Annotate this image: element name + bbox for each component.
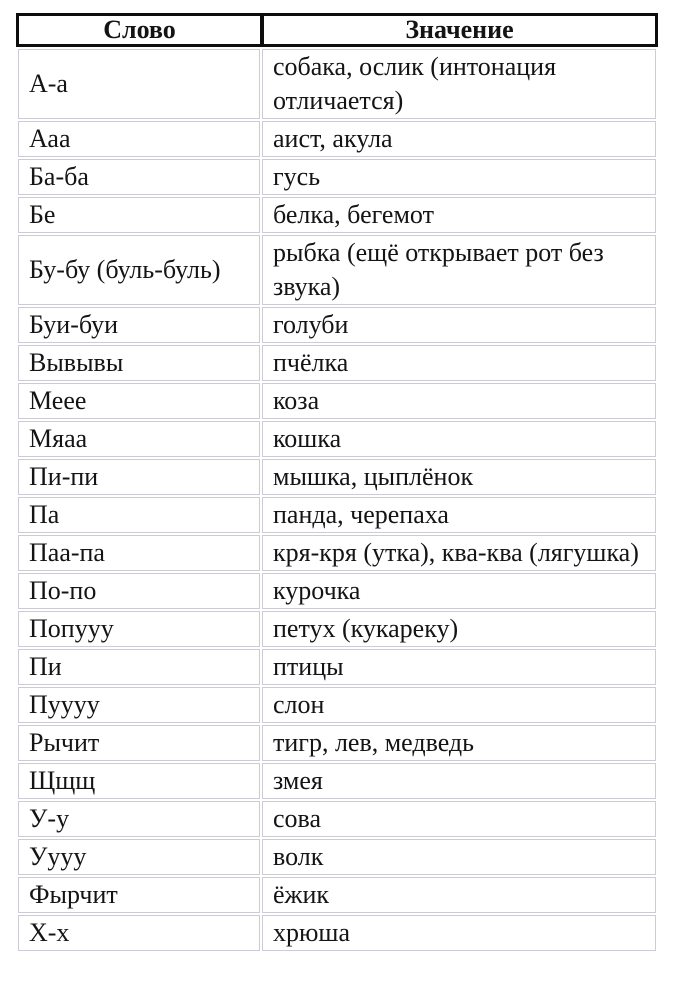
word-cell: Уууу (18, 839, 260, 875)
word-cell: Фырчит (18, 877, 260, 913)
table-row (18, 307, 656, 343)
table-row (18, 763, 656, 799)
meaning-cell: собака, ослик (интонация отличается) (262, 49, 656, 119)
meaning-cell: курочка (262, 573, 656, 609)
meaning-cell: рыбка (ещё открывает рот без звука) (262, 235, 656, 305)
meaning-cell: гусь (262, 159, 656, 195)
meaning-cell: коза (262, 383, 656, 419)
word-cell: По-по (18, 573, 260, 609)
header-word: Слово (19, 16, 264, 44)
meaning-cell: хрюша (262, 915, 656, 951)
meaning-cell: кошка (262, 421, 656, 457)
meaning-cell: аист, акула (262, 121, 656, 157)
word-meaning-table (16, 13, 658, 953)
table-row (18, 159, 656, 195)
meaning-cell: слон (262, 687, 656, 723)
meaning-cell: пчёлка (262, 345, 656, 381)
table-row (18, 497, 656, 533)
table-row (18, 421, 656, 457)
meaning-cell: волк (262, 839, 656, 875)
word-cell: Вывывы (18, 345, 260, 381)
table-row (18, 801, 656, 837)
meaning-cell: птицы (262, 649, 656, 685)
table-row (18, 535, 656, 571)
word-cell: Х-х (18, 915, 260, 951)
meaning-cell: петух (кукареку) (262, 611, 656, 647)
word-cell: У-у (18, 801, 260, 837)
meaning-cell: змея (262, 763, 656, 799)
meaning-cell: голуби (262, 307, 656, 343)
word-cell: Рычит (18, 725, 260, 761)
table-row (18, 725, 656, 761)
word-cell: Паа-па (18, 535, 260, 571)
word-cell: Меее (18, 383, 260, 419)
table-row (18, 687, 656, 723)
table-row (18, 877, 656, 913)
word-cell: Ааа (18, 121, 260, 157)
word-cell: Па (18, 497, 260, 533)
meaning-cell: кря-кря (утка), ква-ква (лягушка) (262, 535, 656, 571)
table-body (16, 47, 658, 953)
meaning-cell: мышка, цыплёнок (262, 459, 656, 495)
table-row (18, 345, 656, 381)
meaning-cell: панда, черепаха (262, 497, 656, 533)
table-row (18, 235, 656, 305)
word-cell: Пи-пи (18, 459, 260, 495)
meaning-cell: ёжик (262, 877, 656, 913)
table-row (18, 383, 656, 419)
meaning-cell: белка, бегемот (262, 197, 656, 233)
word-cell: Бу-бу (буль-буль) (18, 235, 260, 305)
table-header-row (16, 13, 658, 47)
table-row (18, 197, 656, 233)
table-row (18, 49, 656, 119)
word-cell: Пуууу (18, 687, 260, 723)
table-row (18, 649, 656, 685)
table-row (18, 459, 656, 495)
table-row (18, 121, 656, 157)
table-row (18, 611, 656, 647)
meaning-cell: сова (262, 801, 656, 837)
table-row (18, 915, 656, 951)
word-cell: Ба-ба (18, 159, 260, 195)
word-cell: Мяаа (18, 421, 260, 457)
word-cell: Попууу (18, 611, 260, 647)
word-cell: Буи-буи (18, 307, 260, 343)
table-row (18, 839, 656, 875)
word-cell: А-а (18, 49, 260, 119)
meaning-cell: тигр, лев, медведь (262, 725, 656, 761)
table-row (18, 573, 656, 609)
word-cell: Щщщ (18, 763, 260, 799)
word-cell: Бе (18, 197, 260, 233)
header-meaning: Значение (405, 16, 514, 44)
word-cell: Пи (18, 649, 260, 685)
